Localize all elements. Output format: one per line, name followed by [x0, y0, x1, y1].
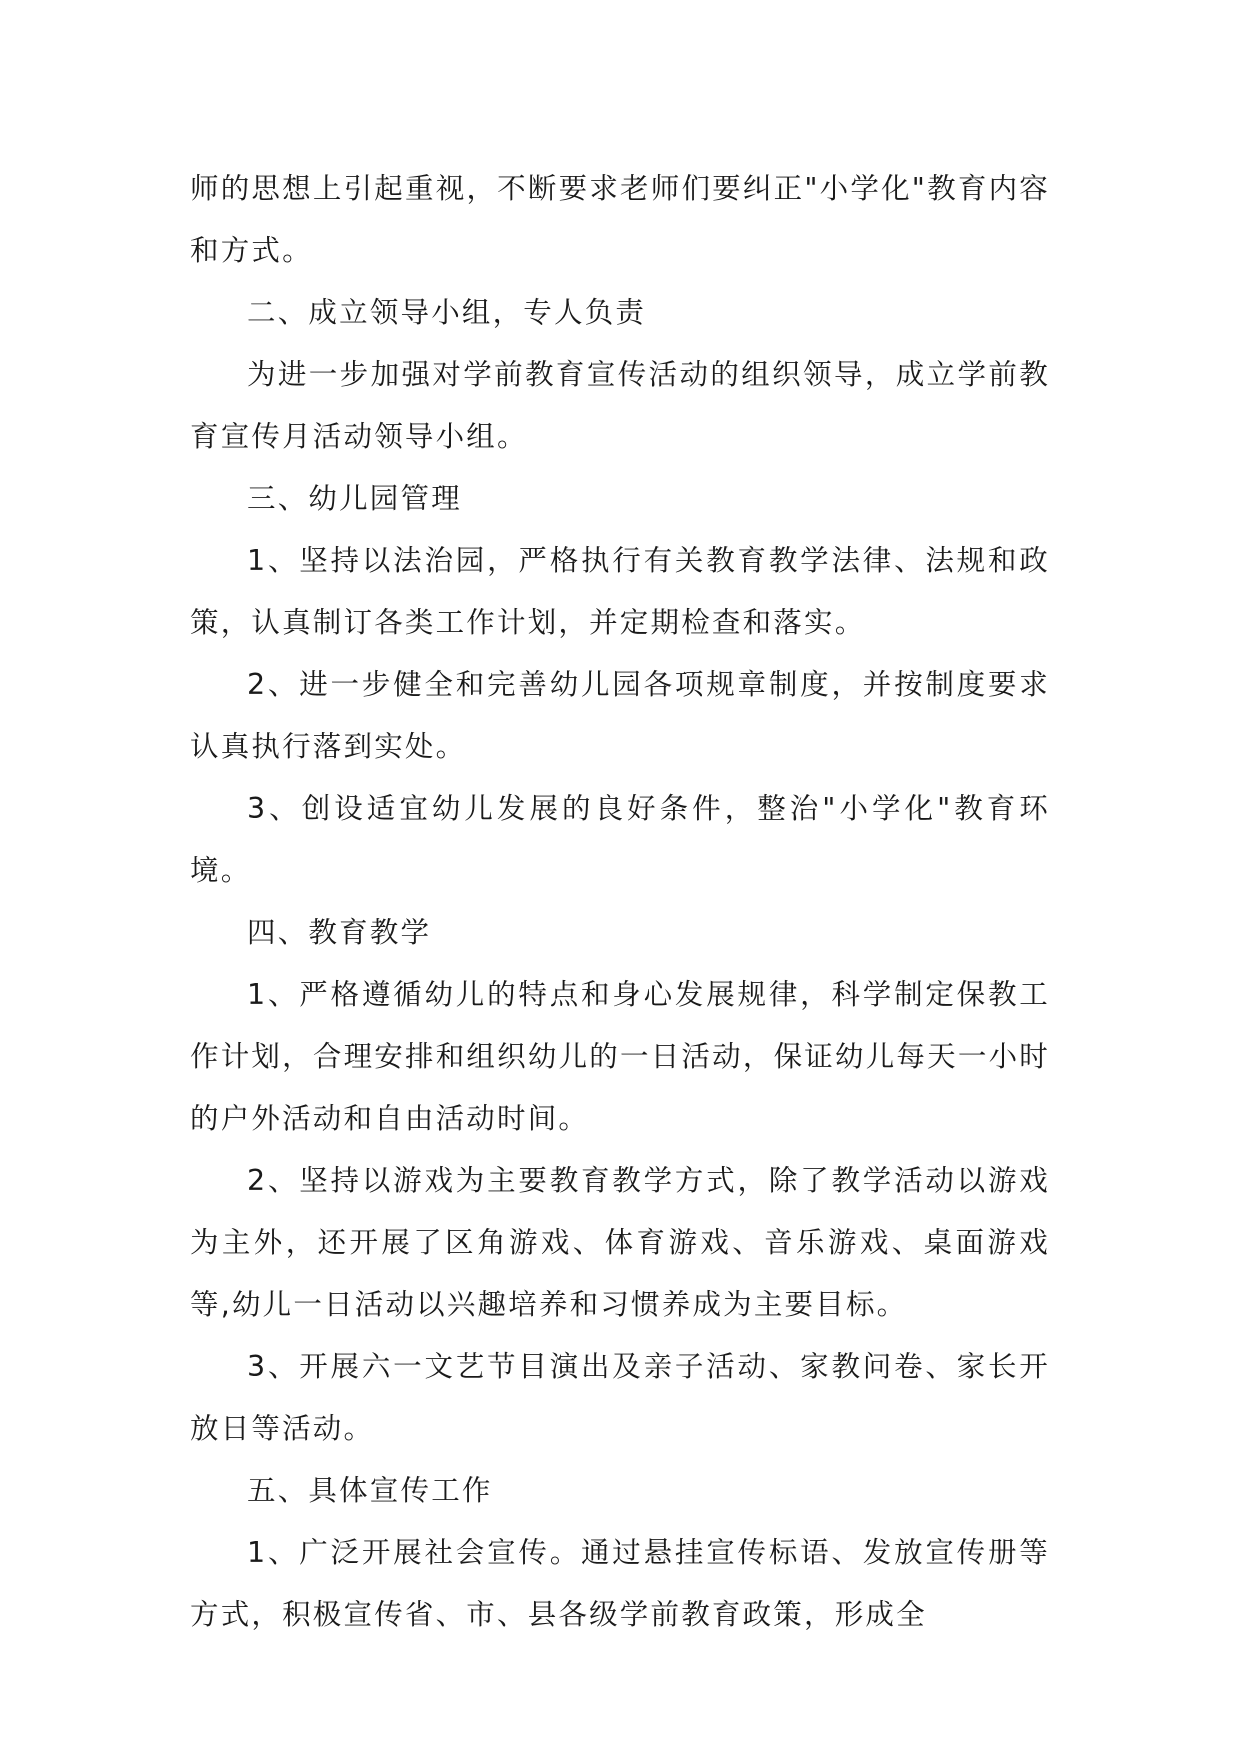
list-item: 3、开展六一文艺节目演出及亲子活动、家教问卷、家长开放日等活动。 [190, 1350, 1050, 1445]
paragraph: 为进一步加强对学前教育宣传活动的组织领导，成立学前教育宣传月活动领导小组。 [190, 358, 1050, 453]
section-heading-4: 四、教育教学 [247, 916, 432, 949]
section-heading-5: 五、具体宣传工作 [247, 1474, 493, 1507]
section-heading-2: 二、成立领导小组，专人负责 [247, 296, 647, 329]
list-item: 1、坚持以法治园，严格执行有关教育教学法律、法规和政策，认真制订各类工作计划，并定期检查和落实。 [190, 544, 1050, 639]
list-item: 2、坚持以游戏为主要教育教学方式，除了教学活动以游戏为主外，还开展了区角游戏、体育游戏、音乐游戏、桌面游戏等,幼儿一日活动以兴趣培养和习惯养成为主要目标。 [190, 1164, 1050, 1321]
section-heading-3: 三、幼儿园管理 [247, 482, 462, 515]
list-item: 3、创设适宜幼儿发展的良好条件，整治"小学化"教育环境。 [190, 792, 1050, 887]
list-item: 2、进一步健全和完善幼儿园各项规章制度，并按制度要求认真执行落到实处。 [190, 668, 1050, 763]
document-body [190, 158, 1050, 1646]
paragraph-continuation: 师的思想上引起重视，不断要求老师们要纠正"小学化"教育内容和方式。 [190, 172, 1050, 267]
list-item: 1、广泛开展社会宣传。通过悬挂宣传标语、发放宣传册等方式，积极宣传省、市、县各级学前教育政策，形成全 [190, 1536, 1050, 1631]
list-item: 1、严格遵循幼儿的特点和身心发展规律，科学制定保教工作计划，合理安排和组织幼儿的一日活动，保证幼儿每天一小时的户外活动和自由活动时间。 [190, 978, 1050, 1135]
